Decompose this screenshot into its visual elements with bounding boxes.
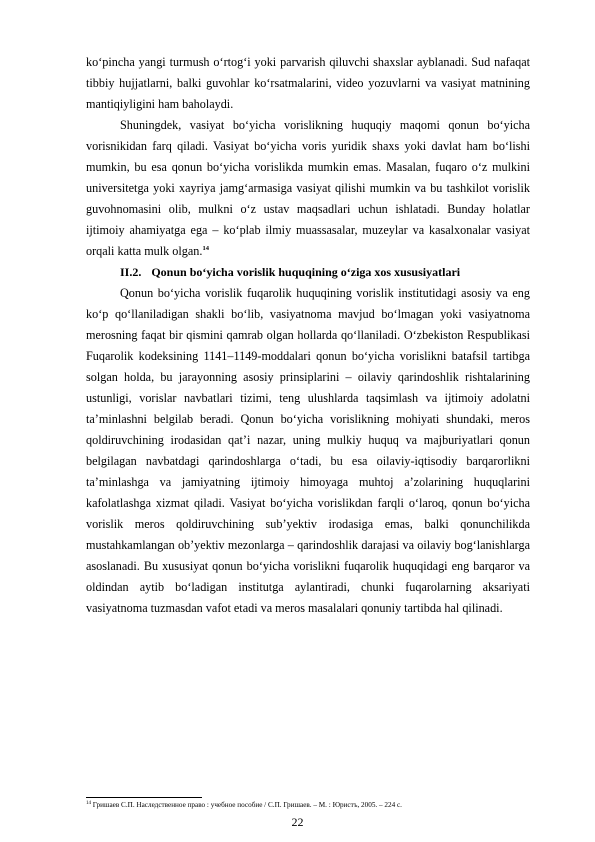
page-body xyxy=(86,52,530,619)
footnote xyxy=(86,800,402,810)
page-number: 22 xyxy=(291,815,304,829)
section-heading xyxy=(86,262,530,283)
paragraph-1: koʻpincha yangi turmush oʻrtogʻi yoki parvarish qiluvchi shaxslar ayblanadi. Sud nafaqat tibbiy hujjatlarni, balki guvohlar koʻrsatmalarini, video yozuvlarni va vasiyat matnining mantiqiyligini ham baholaydi. xyxy=(86,55,530,111)
footnote-divider xyxy=(86,797,202,798)
paragraph-2 xyxy=(86,115,530,262)
section-number: II.2. xyxy=(120,265,142,279)
footnote-text: Гришаев С.П. Наследственное право : учебное пособие / С.П. Гришаев. – М. : Юристъ, 2005. – 224 с. xyxy=(92,801,402,809)
paragraph-3: Qonun boʻyicha vorislik fuqarolik huquqining vorislik institutidagi asosiy va eng koʻp qoʻllaniladigan shakli boʻlib, vasiyatnoma mavjud boʻlmagan yoki vasiyatnoma merosning faqat bir qismini qamrab olgan hollarda qoʻllaniladi. Oʻzbekiston Respublikasi Fuqarolik kodeksining 1141–1149-moddalari qonun boʻyicha vorislikni batafsil tartibga solgan holda, bu jarayonning asosiy prinsiplarini – oilaviy qarindoshlik rishtalarining ustunligi, vorislar navbatlari tizimi, teng ulushlarda taqsimlash va ijtimoiy adolatni taʼminlashni belgilab beradi. Qonun boʻyicha vorislikning mohiyati shundaki, meros qoldiruvchining irodasidan qatʼi nazar, uning mulkiy huquq va majburiyatlari qonun belgilagan navbatdagi qarindoshlarga oʻtadi, bu esa oilaviy-iqtisodiy barqarorlikni taʼminlashga va jamiyatning ijtimoiy himoyaga muhtoj aʼzolarining huquqlarini kafolatlashga xizmat qiladi. Vasiyat boʻyicha vorislikdan farqli oʻlaroq, qonun boʻyicha vorislik meros qoldiruvchining subʼyektiv irodasiga emas, balki qonunchilikda mustahkamlangan obʼyektiv mezonlarga – qarindoshlik darajasi va oilaviy bogʻlanishlarga asoslanadi. Bu xususiyat qonun boʻyicha vorislikni fuqarolik huquqidagi eng barqaror va oldindan aytib boʻladigan institutga aylantiradi, chunki fuqarolarning aksariyati vasiyatnoma tuzmasdan vafot etadi va meros masalalari qonuniy tartibda hal qilinadi. xyxy=(86,286,530,615)
paragraph-2-text: Shuningdek, vasiyat boʻyicha vorislikning huquqiy maqomi qonun boʻyicha vorisnikidan farq qiladi. Vasiyat boʻyicha voris yuridik shaxs yoki davlat ham boʻlishi mumkin, bu esa qonun boʻyicha vorislikda mumkin emas. Masalan, fuqaro oʻz mulkini universitetga yoki xayriya jamgʻarmasiga vasiyat qilishi mumkin va bu tashkilot vorislik guvohnomasini olib, mulkni oʻz ustav maqsadlari uchun ishlatadi. Bunday holatlar ijtimoiy ahamiyatga ega – koʻplab ilmiy muassasalar, muzeylar va kasalxonalar vasiyat orqali katta mulk olgan. xyxy=(86,118,530,258)
footnote-marker: 14 xyxy=(86,801,91,806)
footnote-reference[interactable]: 14 xyxy=(202,245,209,252)
section-title: Qonun boʻyicha vorislik huquqining oʻziga xos xususiyatlari xyxy=(151,265,461,279)
